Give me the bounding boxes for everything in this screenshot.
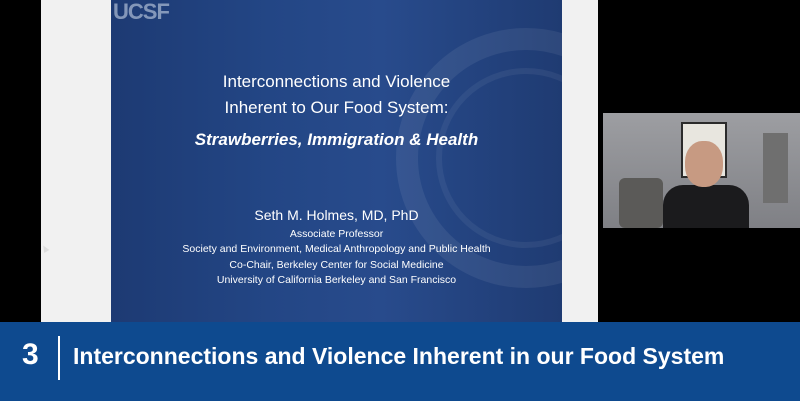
banner-divider (58, 336, 60, 380)
presenter-university: University of California Berkeley and San Francisco (216, 274, 457, 286)
segment-number: 3 (22, 338, 39, 371)
presenter-name: Seth M. Holmes, MD, PhD (254, 207, 419, 223)
speaker-head (685, 141, 723, 187)
wall-panel (763, 133, 788, 203)
segment-title: Interconnections and Violence Inherent in our Food System (73, 343, 725, 369)
slide-title-line-2: Inherent to Our Food System: (224, 98, 449, 117)
presenter-department: Society and Environment, Medical Anthropology and Public Health (182, 243, 491, 255)
chair (619, 178, 663, 228)
ucsf-logo: UCSF (113, 0, 169, 24)
speaker-body (663, 185, 749, 228)
speaker-webcam-feed (603, 113, 800, 228)
slide-title-line-1: Interconnections and Violence (222, 72, 451, 91)
presenter-position: Associate Professor (289, 228, 384, 240)
slide-frame (41, 0, 598, 322)
slide-subtitle: Strawberries, Immigration & Health (194, 130, 479, 149)
presentation-slide (111, 0, 562, 322)
presenter-center: Co-Chair, Berkeley Center for Social Medicine (229, 259, 444, 271)
